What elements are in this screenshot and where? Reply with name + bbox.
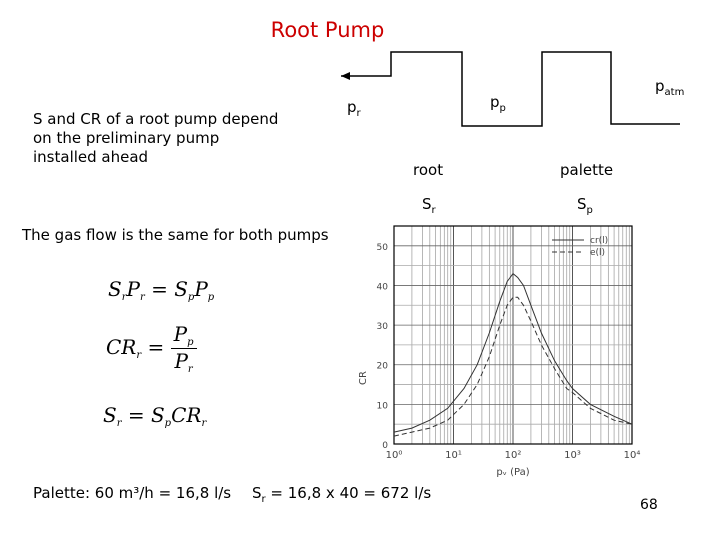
- legend-label-1: cr(l): [590, 236, 609, 246]
- pressure-fraction: $\frac{P_p}{P_r}$: [171, 322, 197, 375]
- x-tick-label: 10¹: [445, 450, 462, 461]
- y-tick-label: 40: [376, 282, 388, 293]
- sr-calculation: $S_r = 16,8$ x 40 = 672 l/s: [252, 484, 432, 505]
- equation-compression-ratio: $CR_r$ = $\frac{P_p}{P_r}$: [106, 322, 197, 375]
- y-tick-label: 10: [376, 401, 388, 412]
- equation-flow-balance: $S_rP_r = S_pP_p$: [108, 277, 215, 303]
- y-tick-label: 30: [376, 322, 388, 333]
- x-tick-label: 10⁴: [623, 450, 641, 461]
- patm-label: $p_{atm}$: [655, 77, 685, 98]
- y-tick-label: 50: [376, 242, 388, 253]
- root-label: root: [413, 161, 444, 179]
- equation-root-speed: $S_r = S_pCR_r$: [103, 403, 207, 429]
- palette-label: palette: [560, 161, 614, 179]
- y-tick-label: 20: [376, 361, 388, 372]
- sp-label: $S_p$: [577, 195, 593, 216]
- x-axis-label: pᵥ (Pa): [496, 467, 530, 478]
- y-tick-label: 0: [382, 441, 388, 451]
- slide-title: Root Pump: [270, 18, 385, 42]
- pp-label: $p_p$: [490, 93, 506, 114]
- sr-label: $S_r$: [422, 195, 436, 216]
- legend-label-2: e(l): [590, 248, 606, 258]
- description-text: S and CR of a root pump depend on the preliminary pump installed ahead: [33, 110, 279, 166]
- page-number: 68: [640, 497, 658, 513]
- y-axis-label: CR: [358, 371, 369, 385]
- gas-flow-note: The gas flow is the same for both pumps: [22, 226, 329, 244]
- pr-label: $p_r$: [347, 98, 361, 119]
- x-tick-label: 10²: [504, 450, 522, 461]
- x-tick-label: 10⁰: [385, 450, 403, 461]
- palette-speed-note: Palette: 60 m³/h = 16,8 l/s: [33, 484, 232, 502]
- x-tick-label: 10³: [564, 450, 581, 461]
